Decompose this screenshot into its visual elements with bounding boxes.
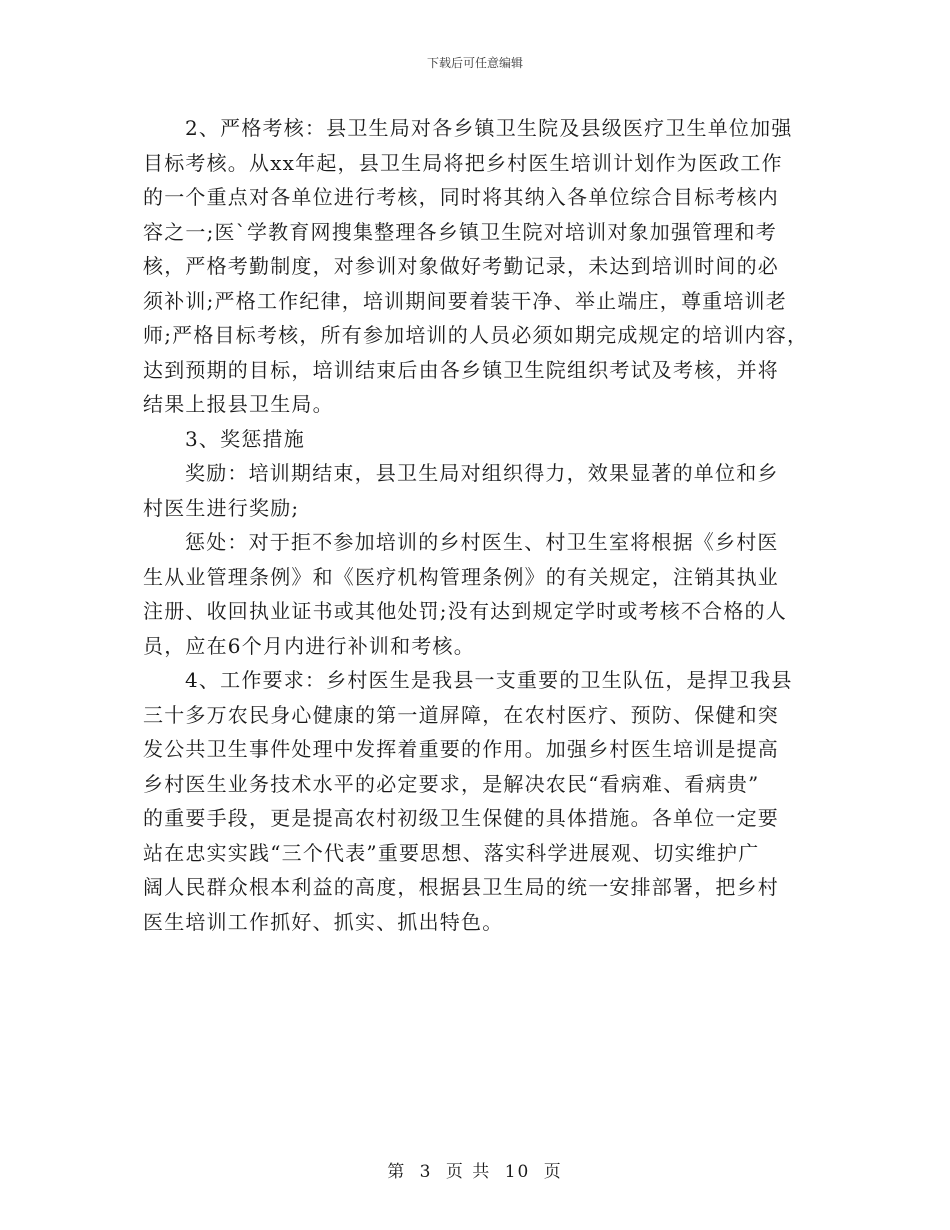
paragraph-line: 惩处：对于拒不参加培训的乡村医生、村卫生室将根据《乡村医 bbox=[185, 530, 779, 554]
document-body bbox=[143, 111, 813, 939]
paragraph-line: 乡村医生业务技术水平的必定要求，是解决农民“看病难、看病贵” bbox=[143, 771, 760, 796]
paragraph-line: 三十多万农民身心健康的第一道屏障，在农村医疗、预防、保健和突 bbox=[143, 702, 779, 727]
paragraph-line: 目标考核。从xx年起，县卫生局将把乡村医生培训计划作为医政工作 bbox=[143, 150, 783, 175]
page-footer bbox=[0, 1157, 950, 1182]
footer-middle: 页 共 bbox=[445, 1162, 492, 1182]
page-header: 下载后可任意编辑 bbox=[426, 56, 523, 70]
paragraph-line: 员，应在6个月内进行补训和考核。 bbox=[143, 633, 475, 658]
footer-suffix: 页 bbox=[543, 1162, 563, 1182]
paragraph-line: 容之一;医`学教育网搜集整理各乡镇卫生院对培训对象加强管理和考 bbox=[143, 219, 777, 244]
paragraph-line: 4、工作要求：乡村医生是我县一支重要的卫生队伍，是捍卫我县 bbox=[185, 668, 793, 692]
paragraph-line: 注册、收回执业证书或其他处罚;没有达到规定学时或考核不合格的人 bbox=[143, 599, 787, 623]
paragraph-line: 的一个重点对各单位进行考核，同时将其纳入各单位综合目标考核内 bbox=[143, 185, 779, 209]
paragraph-line: 站在忠实实践“三个代表”重要思想、落实科学进展观、切实维护广 bbox=[143, 840, 760, 865]
page-total: 10 bbox=[504, 1162, 531, 1182]
paragraph-line: 村医生进行奖励; bbox=[143, 495, 300, 520]
paragraph-line: 核，严格考勤制度，对参训对象做好考勤记录，未达到培训时间的必 bbox=[143, 254, 779, 278]
paragraph-line: 发公共卫生事件处理中发挥着重要的作用。加强乡村医生培训是提高 bbox=[143, 737, 779, 761]
footer-prefix: 第 bbox=[387, 1162, 407, 1182]
paragraph-line: 师;严格目标考核，所有参加培训的人员必须如期完成规定的培训内容， bbox=[143, 323, 809, 347]
paragraph-line: 须补训;严格工作纪律，培训期间要着装干净、举止端庄，尊重培训老 bbox=[143, 288, 787, 313]
paragraph-line: 奖励：培训期结束，县卫生局对组织得力，效果显著的单位和乡 bbox=[185, 461, 779, 485]
paragraph-line: 生从业管理条例》和《医疗机构管理条例》的有关规定，注销其执业 bbox=[143, 564, 779, 589]
paragraph-line: 结果上报县卫生局。 bbox=[143, 392, 334, 416]
paragraph-line: 达到预期的目标，培训结束后由各乡镇卫生院组织考试及考核，并将 bbox=[143, 357, 779, 382]
paragraph-line: 阔人民群众根本利益的高度，根据县卫生局的统一安排部署，把乡村 bbox=[143, 875, 779, 899]
section-heading: 3、奖惩措施 bbox=[185, 426, 305, 451]
page-number: 3 bbox=[419, 1162, 433, 1182]
paragraph-line: 医生培训工作抓好、抓实、抓出特色。 bbox=[143, 909, 504, 934]
paragraph-line: 2、严格考核：县卫生局对各乡镇卫生院及县级医疗卫生单位加强 bbox=[185, 116, 793, 140]
paragraph-line: 的重要手段，更是提高农村初级卫生保健的具体措施。各单位一定要 bbox=[143, 806, 779, 830]
